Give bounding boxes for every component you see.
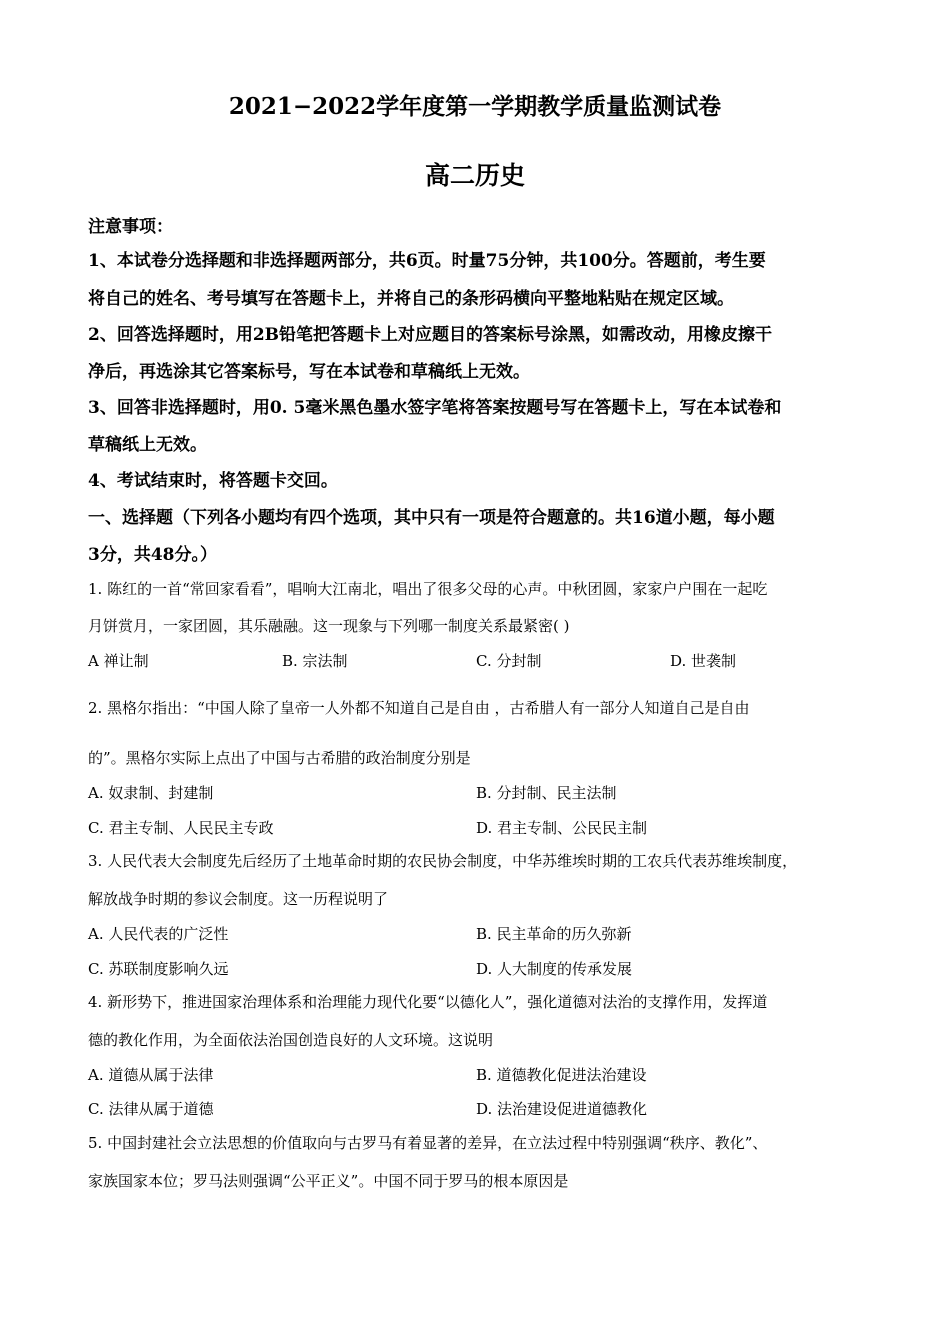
notice-line: 净后，再选涂其它答案标号，写在本试卷和草稿纸上无效。: [88, 362, 530, 382]
notice-heading: 注意事项：: [88, 217, 173, 237]
question-3-option-c: C. 苏联制度影响久远: [88, 960, 229, 978]
section-heading: 一、选择题（下列各小题均有四个选项，其中只有一项是符合题意的。共16道小题，每小题: [88, 508, 775, 528]
exam-subject: 高二历史: [424, 161, 525, 190]
notice-line: 4、考试结束时，将答题卡交回。: [88, 471, 338, 491]
question-1-stem: 1. 陈红的一首“常回家看看”，唱响大江南北，唱出了很多父母的心声。中秋团圆，家家户户围在一起吃: [88, 580, 768, 598]
question-5-stem: 家族国家本位；罗马法则强调“公平正义”。中国不同于罗马的根本原因是: [88, 1172, 569, 1190]
question-3-stem: 解放战争时期的参议会制度。这一历程说明了: [88, 890, 389, 908]
question-4-option-c: C. 法律从属于道德: [88, 1100, 214, 1118]
notice-line: 草稿纸上无效。: [88, 435, 207, 455]
question-1-option-a: A 禅让制: [88, 652, 149, 670]
notice-line: 将自己的姓名、考号填写在答题卡上，并将自己的条形码横向平整地粘贴在规定区域。: [88, 289, 734, 309]
question-4-option-d: D. 法治建设促进道德教化: [476, 1100, 648, 1118]
question-2-stem: 2. 黑格尔指出：“中国人除了皇帝一人外都不知道自己是自由 ，古希腊人有一部分人知道自己是自由: [88, 699, 750, 717]
question-4-stem: 德的教化作用，为全面依法治国创造良好的人文环境。这说明: [88, 1031, 494, 1049]
question-5-stem: 5. 中国封建社会立法思想的价值取向与古罗马有着显著的差异，在立法过程中特别强调“秩序、教化”、: [88, 1134, 768, 1152]
question-2-stem: 的”。黑格尔实际上点出了中国与古希腊的政治制度分别是: [88, 749, 471, 767]
question-2-option-c: C. 君主专制、人民民主专政: [88, 819, 274, 837]
question-3-option-a: A. 人民代表的广泛性: [88, 925, 229, 943]
section-heading: 3分，共48分。）: [88, 545, 217, 565]
notice-line: 3、回答非选择题时，用0. 5毫米黑色墨水签字笔将答案按题号写在答题卡上，写在本试卷和: [88, 398, 782, 418]
question-3-option-d: D. 人大制度的传承发展: [476, 960, 633, 978]
exam-title: 2021−2022学年度第一学期教学质量监测试卷: [228, 93, 722, 120]
notice-line: 2、回答选择题时，用2B铅笔把答题卡上对应题目的答案标号涂黑，如需改动，用橡皮擦干: [88, 325, 773, 345]
question-3-option-b: B. 民主革命的历久弥新: [476, 925, 632, 943]
question-2-option-b: B. 分封制、民主法制: [476, 784, 617, 802]
notice-line: 1、本试卷分选择题和非选择题两部分，共6页。时量75分钟，共100分。答题前，考生要: [88, 251, 766, 271]
question-4-stem: 4. 新形势下，推进国家治理体系和治理能力现代化要“以德化人”，强化道德对法治的支撑作用，发挥道: [88, 993, 768, 1011]
question-1-option-c: C. 分封制: [476, 652, 542, 670]
question-3-stem: 3. 人民代表大会制度先后经历了土地革命时期的农民协会制度，中华苏维埃时期的工农兵代表苏维埃制度，: [88, 852, 798, 870]
question-2-option-a: A. 奴隶制、封建制: [88, 784, 214, 802]
question-1-option-b: B. 宗法制: [282, 652, 348, 670]
question-4-option-a: A. 道德从属于法律: [88, 1066, 214, 1084]
question-2-option-d: D. 君主专制、公民民主制: [476, 819, 648, 837]
question-4-option-b: B. 道德教化促进法治建设: [476, 1066, 647, 1084]
question-1-option-d: D. 世袭制: [670, 652, 737, 670]
question-1-stem: 月饼赏月，一家团圆，其乐融融。这一现象与下列哪一制度关系最紧密( ): [88, 617, 570, 635]
